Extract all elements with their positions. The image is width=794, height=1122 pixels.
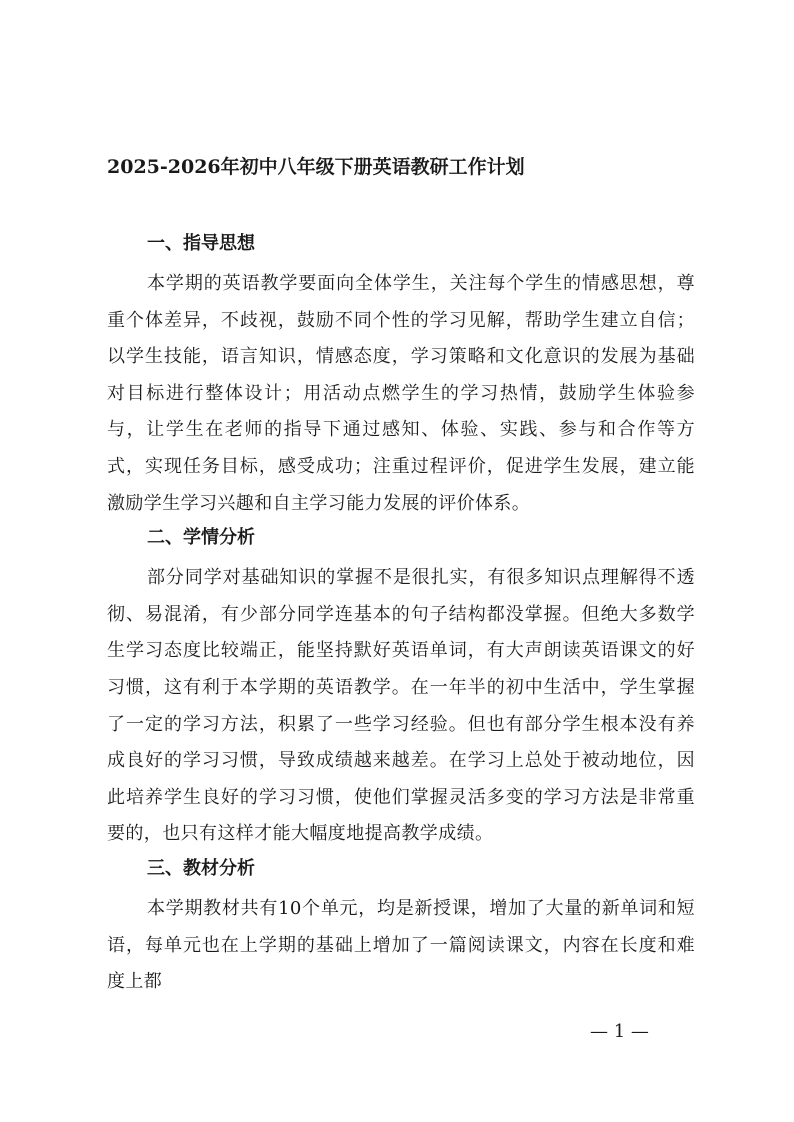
section-heading: 三、教材分析 xyxy=(147,857,255,879)
section-paragraph: 部分同学对基础知识的掌握不是很扎实，有很多知识点理解得不透彻、易混淆，有少部分同学连基本的句子结构都没掌握。但绝大多数学生学习态度比较端正，能坚持默好英语单词，有大声朗读英语课文的好习惯，这有利于本学期的英语教学。在一年半的初中生活中，学生掌握了一定的学习方法，积累了一些学习经验。但也有部分学生根本没有养成良好的学习习惯，导致成绩越来越差。在学习上总处于被动地位，因此培养学生良好的学习习惯，使他们掌握灵活多变的学习方法是非常重要的，也只有这样才能大幅度地提高教学成绩。 xyxy=(107,567,695,845)
document-title: 2025-2026年初中八年级下册英语教研工作计划 xyxy=(107,156,525,178)
section-student-analysis xyxy=(107,524,695,853)
section-heading: 二、学情分析 xyxy=(147,527,255,549)
section-guiding-ideology xyxy=(107,230,695,522)
page-number: — 1 — xyxy=(590,1021,649,1042)
section-textbook-analysis xyxy=(107,855,695,1001)
section-heading: 一、指导思想 xyxy=(147,233,255,254)
section-paragraph: 本学期教材共有10个单元，均是新授课，增加了大量的新单词和短语，每单元也在上学期的基础上增加了一篇阅读课文，内容在长度和难度上都 xyxy=(107,897,695,993)
document-body xyxy=(107,230,695,1003)
section-paragraph: 本学期的英语教学要面向全体学生，关注每个学生的情感思想，尊重个体差异，不歧视，鼓励不同个性的学习见解，帮助学生建立自信；以学生技能，语言知识，情感态度，学习策略和文化意识的发展为基础对目标进行整体设计；用活动点燃学生的学习热情，鼓励学生体验参与，让学生在老师的指导下通过感知、体验、实践、参与和合作等方式，实现任务目标，感受成功；注重过程评价，促进学生发展，建立能激励学生学习兴趣和自主学习能力发展的评价体系。 xyxy=(107,273,695,514)
